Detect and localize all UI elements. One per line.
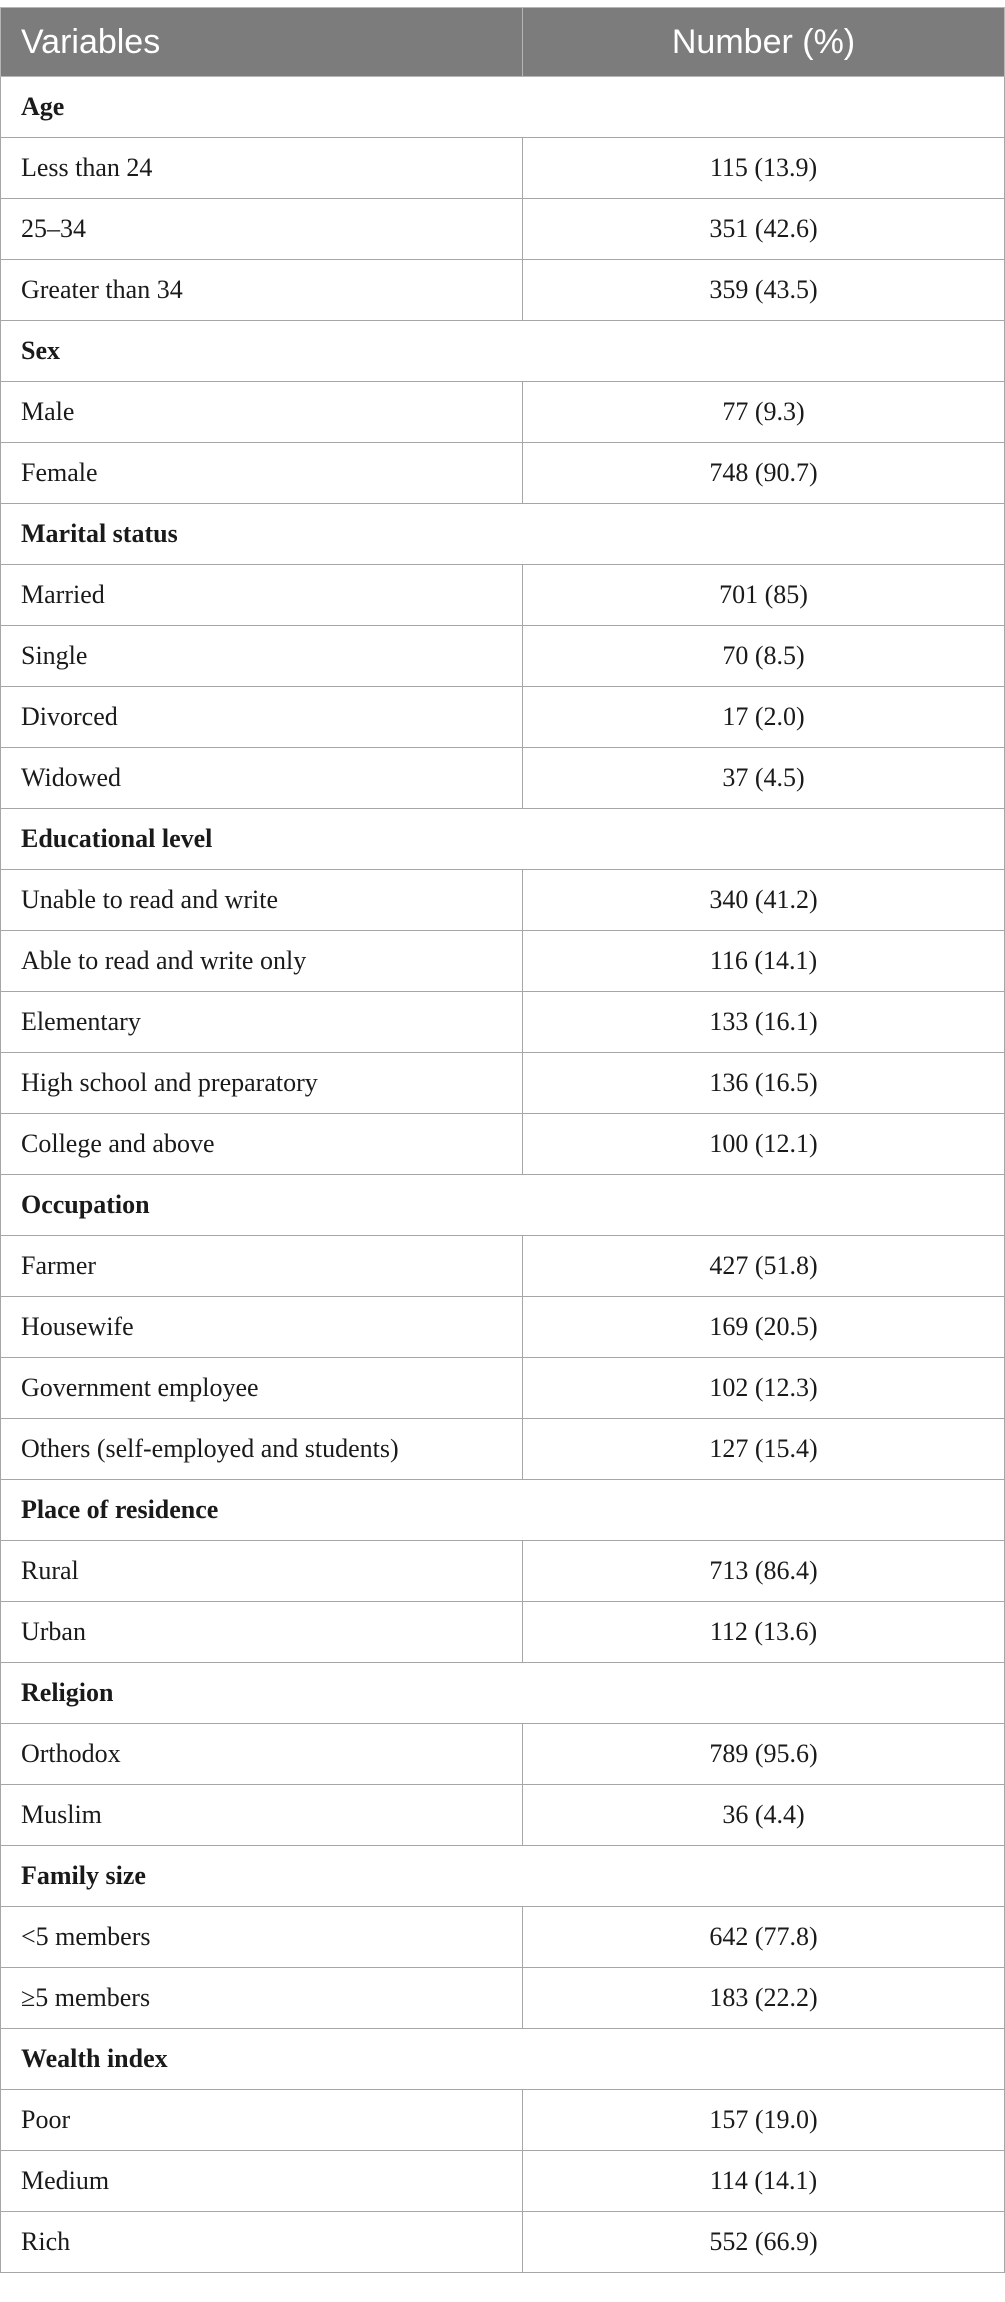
number-percent-value: 351 (42.6) (523, 199, 1005, 260)
variable-label: Able to read and write only (1, 931, 523, 992)
table-row (1, 382, 1005, 443)
section-header-row (1, 1480, 1005, 1541)
section-header-row (1, 77, 1005, 138)
table-header (1, 8, 1005, 77)
number-percent-value: 552 (66.9) (523, 2212, 1005, 2273)
table-row (1, 138, 1005, 199)
table-row (1, 931, 1005, 992)
number-percent-value: 77 (9.3) (523, 382, 1005, 443)
table-row (1, 1053, 1005, 1114)
variable-label: Unable to read and write (1, 870, 523, 931)
variable-label: Housewife (1, 1297, 523, 1358)
table-body (1, 77, 1005, 2273)
variable-label: Government employee (1, 1358, 523, 1419)
table-row (1, 1724, 1005, 1785)
number-percent-value: 427 (51.8) (523, 1236, 1005, 1297)
table-row (1, 1114, 1005, 1175)
section-title: Religion (1, 1663, 1005, 1724)
number-percent-value: 116 (14.1) (523, 931, 1005, 992)
variable-label: Rural (1, 1541, 523, 1602)
table-row (1, 992, 1005, 1053)
variable-label: Rich (1, 2212, 523, 2273)
variable-label: Female (1, 443, 523, 504)
variable-label: Greater than 34 (1, 260, 523, 321)
section-title: Wealth index (1, 2029, 1005, 2090)
number-percent-value: 127 (15.4) (523, 1419, 1005, 1480)
section-title: Sex (1, 321, 1005, 382)
table-row (1, 1541, 1005, 1602)
number-percent-value: 17 (2.0) (523, 687, 1005, 748)
section-header-row (1, 809, 1005, 870)
variable-label: Muslim (1, 1785, 523, 1846)
section-header-row (1, 504, 1005, 565)
number-percent-value: 133 (16.1) (523, 992, 1005, 1053)
number-percent-value: 115 (13.9) (523, 138, 1005, 199)
table-row (1, 2212, 1005, 2273)
variable-label: Widowed (1, 748, 523, 809)
table-row (1, 2090, 1005, 2151)
demographics-table (0, 7, 1005, 2273)
table-row (1, 687, 1005, 748)
section-header-row (1, 321, 1005, 382)
number-percent-value: 114 (14.1) (523, 2151, 1005, 2212)
table-row (1, 1602, 1005, 1663)
section-title: Family size (1, 1846, 1005, 1907)
table-row (1, 1907, 1005, 1968)
table-row (1, 2151, 1005, 2212)
table-row (1, 565, 1005, 626)
section-title: Marital status (1, 504, 1005, 565)
table-row (1, 626, 1005, 687)
number-percent-value: 359 (43.5) (523, 260, 1005, 321)
number-percent-value: 102 (12.3) (523, 1358, 1005, 1419)
number-percent-value: 70 (8.5) (523, 626, 1005, 687)
table-row (1, 199, 1005, 260)
number-percent-value: 340 (41.2) (523, 870, 1005, 931)
number-percent-value: 169 (20.5) (523, 1297, 1005, 1358)
table-row (1, 1419, 1005, 1480)
number-percent-value: 136 (16.5) (523, 1053, 1005, 1114)
variable-label: Others (self-employed and students) (1, 1419, 523, 1480)
variable-label: Less than 24 (1, 138, 523, 199)
table-row (1, 1785, 1005, 1846)
variable-label: Orthodox (1, 1724, 523, 1785)
variable-label: Poor (1, 2090, 523, 2151)
table-row (1, 1297, 1005, 1358)
number-percent-value: 36 (4.4) (523, 1785, 1005, 1846)
table-row (1, 1358, 1005, 1419)
number-percent-value: 701 (85) (523, 565, 1005, 626)
variable-label: Male (1, 382, 523, 443)
section-header-row (1, 1846, 1005, 1907)
section-header-row (1, 1663, 1005, 1724)
table-row (1, 870, 1005, 931)
table-row (1, 1236, 1005, 1297)
section-title: Place of residence (1, 1480, 1005, 1541)
number-percent-value: 713 (86.4) (523, 1541, 1005, 1602)
variable-label: <5 members (1, 1907, 523, 1968)
number-percent-value: 642 (77.8) (523, 1907, 1005, 1968)
variable-label: High school and preparatory (1, 1053, 523, 1114)
section-title: Occupation (1, 1175, 1005, 1236)
variable-label: College and above (1, 1114, 523, 1175)
number-percent-value: 37 (4.5) (523, 748, 1005, 809)
table-row (1, 443, 1005, 504)
number-percent-value: 789 (95.6) (523, 1724, 1005, 1785)
variable-label: Farmer (1, 1236, 523, 1297)
section-header-row (1, 1175, 1005, 1236)
variable-label: Married (1, 565, 523, 626)
header-variables: Variables (1, 8, 523, 77)
table-row (1, 260, 1005, 321)
variable-label: Urban (1, 1602, 523, 1663)
variable-label: Medium (1, 2151, 523, 2212)
table-row (1, 748, 1005, 809)
number-percent-value: 157 (19.0) (523, 2090, 1005, 2151)
header-number: Number (%) (523, 8, 1005, 77)
section-title: Age (1, 77, 1005, 138)
number-percent-value: 748 (90.7) (523, 443, 1005, 504)
variable-label: ≥5 members (1, 1968, 523, 2029)
variable-label: Divorced (1, 687, 523, 748)
section-title: Educational level (1, 809, 1005, 870)
table-row (1, 1968, 1005, 2029)
number-percent-value: 183 (22.2) (523, 1968, 1005, 2029)
number-percent-value: 100 (12.1) (523, 1114, 1005, 1175)
variable-label: Elementary (1, 992, 523, 1053)
variable-label: 25–34 (1, 199, 523, 260)
variable-label: Single (1, 626, 523, 687)
section-header-row (1, 2029, 1005, 2090)
number-percent-value: 112 (13.6) (523, 1602, 1005, 1663)
header-row (1, 8, 1005, 77)
